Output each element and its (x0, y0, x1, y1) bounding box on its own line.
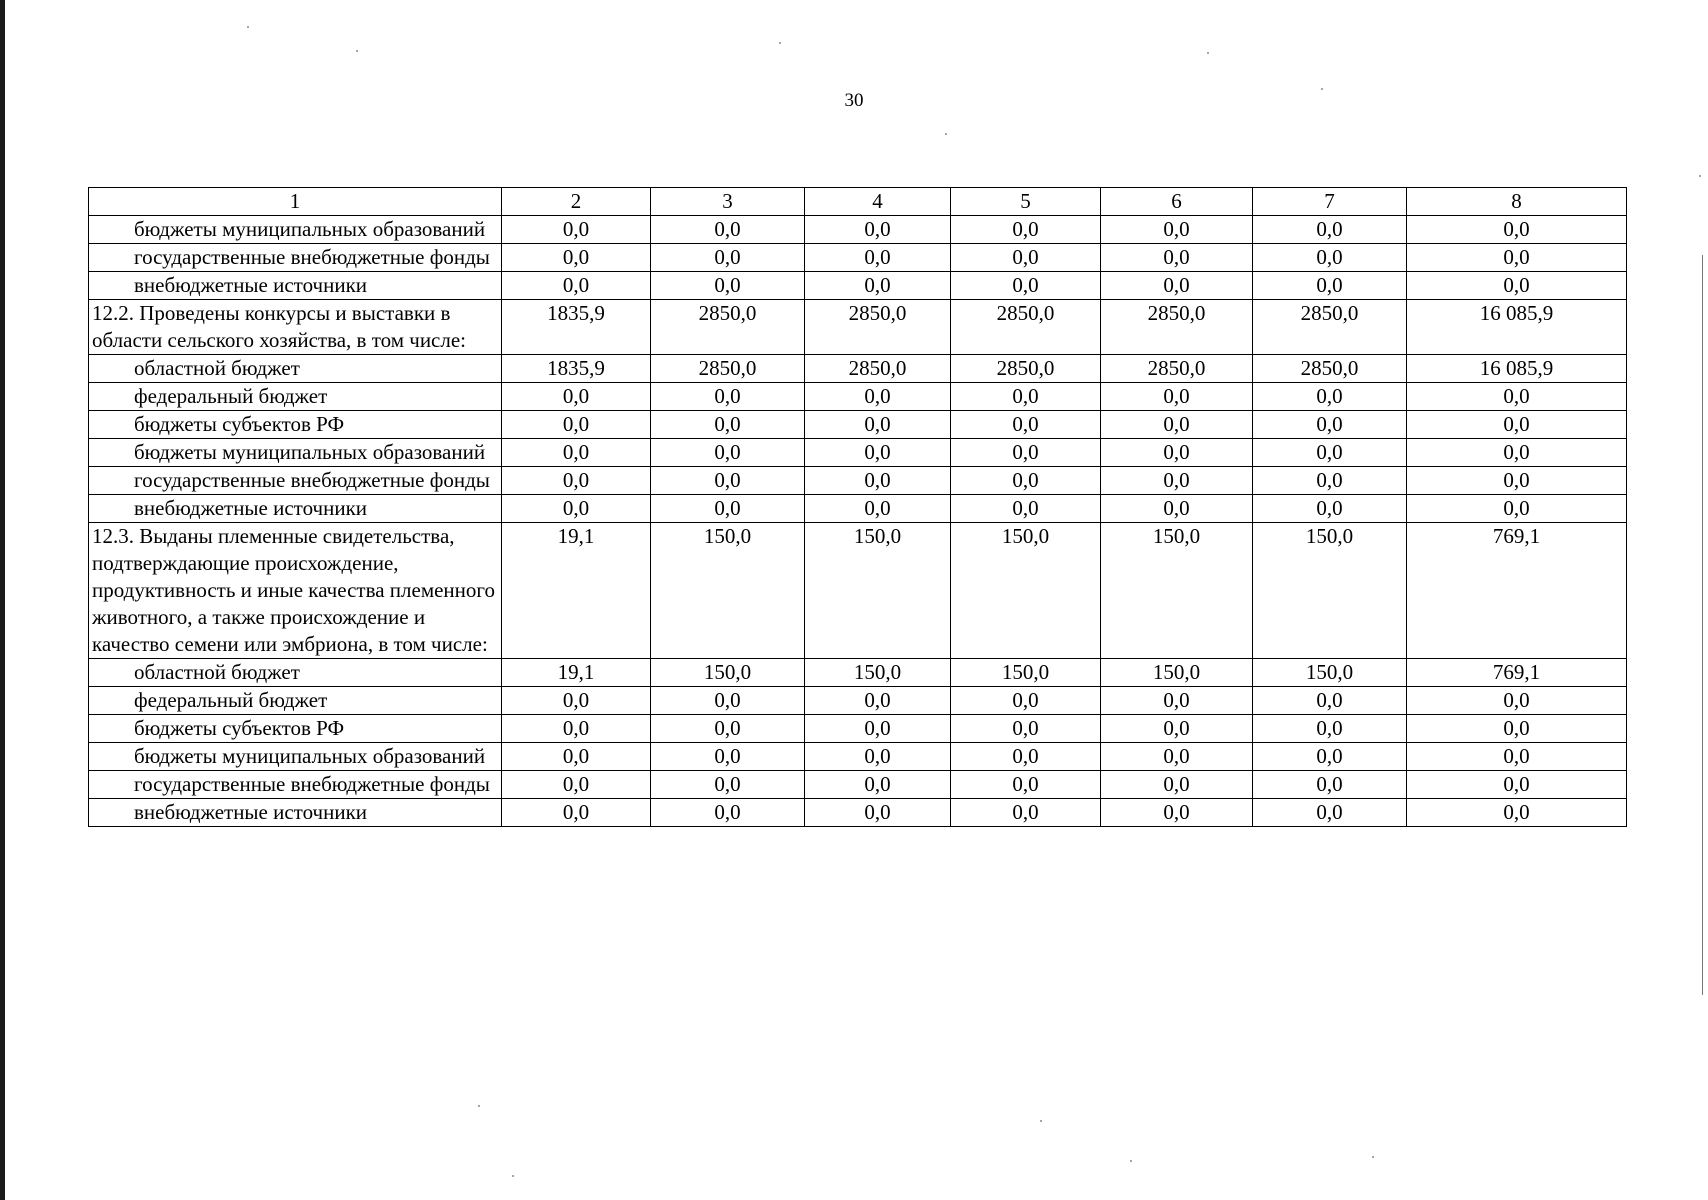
table-row (89, 687, 1627, 715)
table-row (89, 495, 1627, 523)
scan-speck (512, 1175, 514, 1177)
cell-value: 0,0 (1101, 439, 1253, 467)
cell-value: 0,0 (1407, 244, 1627, 272)
cell-value: 2850,0 (651, 355, 805, 383)
header-row (89, 188, 1627, 216)
cell-value: 2850,0 (1253, 300, 1407, 355)
table-row (89, 467, 1627, 495)
cell-value: 0,0 (1101, 216, 1253, 244)
cell-value: 0,0 (651, 216, 805, 244)
cell-value: 150,0 (951, 523, 1101, 659)
cell-value: 0,0 (1407, 715, 1627, 743)
cell-value: 0,0 (951, 272, 1101, 300)
cell-value: 1835,9 (502, 300, 651, 355)
cell-value: 0,0 (951, 799, 1101, 827)
cell-value: 0,0 (951, 244, 1101, 272)
cell-value: 0,0 (951, 687, 1101, 715)
cell-value: 0,0 (805, 216, 951, 244)
cell-value: 2850,0 (805, 355, 951, 383)
cell-value: 0,0 (805, 771, 951, 799)
cell-value: 0,0 (805, 743, 951, 771)
scan-speck (356, 50, 358, 52)
cell-value: 0,0 (502, 439, 651, 467)
row-label: бюджеты муниципальных образований (89, 216, 502, 244)
cell-value: 0,0 (1407, 467, 1627, 495)
scan-left-edge (0, 0, 5, 1200)
cell-value: 150,0 (651, 659, 805, 687)
cell-value: 0,0 (1407, 495, 1627, 523)
cell-value: 0,0 (1253, 771, 1407, 799)
scan-speck (1699, 175, 1701, 177)
cell-value: 0,0 (1253, 216, 1407, 244)
cell-value: 0,0 (502, 495, 651, 523)
column-header: 3 (651, 188, 805, 216)
cell-value: 0,0 (1101, 495, 1253, 523)
row-label: федеральный бюджет (89, 383, 502, 411)
cell-value: 0,0 (651, 439, 805, 467)
budget-table (88, 187, 1627, 827)
cell-value: 2850,0 (1101, 355, 1253, 383)
cell-value: 0,0 (1407, 439, 1627, 467)
table-row (89, 799, 1627, 827)
table-row (89, 743, 1627, 771)
cell-value: 2850,0 (805, 300, 951, 355)
cell-value: 0,0 (805, 439, 951, 467)
cell-value: 0,0 (651, 687, 805, 715)
table-row (89, 216, 1627, 244)
cell-value: 0,0 (502, 411, 651, 439)
page-number: 30 (844, 90, 864, 111)
cell-value: 0,0 (651, 272, 805, 300)
cell-value: 0,0 (502, 383, 651, 411)
cell-value: 0,0 (502, 272, 651, 300)
row-label: внебюджетные источники (89, 272, 502, 300)
row-label: государственные внебюджетные фонды (89, 244, 502, 272)
cell-value: 0,0 (1101, 244, 1253, 272)
cell-value: 0,0 (951, 467, 1101, 495)
cell-value: 0,0 (1407, 216, 1627, 244)
cell-value: 0,0 (651, 495, 805, 523)
cell-value: 0,0 (1253, 495, 1407, 523)
cell-value: 16 085,9 (1407, 300, 1627, 355)
row-label: областной бюджет (89, 355, 502, 383)
row-label: государственные внебюджетные фонды (89, 771, 502, 799)
row-label: федеральный бюджет (89, 687, 502, 715)
cell-value: 0,0 (1101, 272, 1253, 300)
cell-value: 19,1 (502, 659, 651, 687)
cell-value: 0,0 (805, 799, 951, 827)
column-header: 2 (502, 188, 651, 216)
cell-value: 0,0 (1253, 244, 1407, 272)
scan-speck (478, 1105, 480, 1107)
cell-value: 0,0 (1407, 272, 1627, 300)
row-label: 12.3. Выданы племенные свидетельства, подтверждающие происхождение, продуктивность и иные качества племенного животного, а также происхождение и качество семени или эмбриона, в том числе: (89, 523, 502, 659)
cell-value: 0,0 (805, 687, 951, 715)
scan-speck (247, 26, 249, 28)
cell-value: 769,1 (1407, 659, 1627, 687)
scan-speck (1207, 52, 1209, 54)
cell-value: 0,0 (651, 467, 805, 495)
cell-value: 0,0 (951, 771, 1101, 799)
cell-value: 0,0 (951, 439, 1101, 467)
cell-value: 2850,0 (951, 355, 1101, 383)
cell-value: 0,0 (502, 216, 651, 244)
cell-value: 0,0 (1101, 715, 1253, 743)
cell-value: 0,0 (502, 799, 651, 827)
table-row (89, 439, 1627, 467)
row-label: областной бюджет (89, 659, 502, 687)
cell-value: 0,0 (1101, 743, 1253, 771)
table-row (89, 383, 1627, 411)
cell-value: 0,0 (1253, 383, 1407, 411)
row-label: внебюджетные источники (89, 495, 502, 523)
row-label: бюджеты субъектов РФ (89, 715, 502, 743)
cell-value: 0,0 (1101, 411, 1253, 439)
cell-value: 0,0 (1253, 743, 1407, 771)
scan-speck (945, 133, 947, 135)
cell-value: 769,1 (1407, 523, 1627, 659)
cell-value: 0,0 (805, 272, 951, 300)
row-label: бюджеты муниципальных образований (89, 439, 502, 467)
cell-value: 0,0 (502, 687, 651, 715)
row-label: бюджеты муниципальных образований (89, 743, 502, 771)
cell-value: 0,0 (1101, 383, 1253, 411)
table-row (89, 411, 1627, 439)
cell-value: 0,0 (805, 495, 951, 523)
cell-value: 0,0 (502, 467, 651, 495)
cell-value: 0,0 (805, 411, 951, 439)
cell-value: 0,0 (1407, 411, 1627, 439)
table-row (89, 244, 1627, 272)
cell-value: 2850,0 (651, 300, 805, 355)
row-label: бюджеты субъектов РФ (89, 411, 502, 439)
cell-value: 0,0 (502, 715, 651, 743)
column-header: 8 (1407, 188, 1627, 216)
cell-value: 0,0 (651, 771, 805, 799)
table-row (89, 272, 1627, 300)
cell-value: 0,0 (502, 771, 651, 799)
table-body (89, 216, 1627, 827)
cell-value: 2850,0 (951, 300, 1101, 355)
table-row (89, 659, 1627, 687)
column-header: 7 (1253, 188, 1407, 216)
column-header: 5 (951, 188, 1101, 216)
cell-value: 150,0 (1101, 523, 1253, 659)
row-label: внебюджетные источники (89, 799, 502, 827)
cell-value: 0,0 (951, 411, 1101, 439)
table-row (89, 523, 1627, 659)
cell-value: 0,0 (651, 411, 805, 439)
table-row (89, 300, 1627, 355)
cell-value: 0,0 (805, 715, 951, 743)
cell-value: 0,0 (1101, 687, 1253, 715)
cell-value: 0,0 (1253, 715, 1407, 743)
cell-value: 150,0 (805, 523, 951, 659)
cell-value: 0,0 (1253, 411, 1407, 439)
cell-value: 0,0 (951, 383, 1101, 411)
cell-value: 0,0 (1101, 799, 1253, 827)
scan-speck (1040, 1120, 1042, 1122)
cell-value: 0,0 (1253, 687, 1407, 715)
scan-speck (1372, 1156, 1374, 1158)
cell-value: 0,0 (1253, 272, 1407, 300)
table-row (89, 771, 1627, 799)
cell-value: 0,0 (1253, 439, 1407, 467)
cell-value: 0,0 (1253, 799, 1407, 827)
cell-value: 0,0 (651, 383, 805, 411)
column-header: 6 (1101, 188, 1253, 216)
row-label: 12.2. Проведены конкурсы и выставки в области сельского хозяйства, в том числе: (89, 300, 502, 355)
cell-value: 0,0 (651, 799, 805, 827)
cell-value: 1835,9 (502, 355, 651, 383)
cell-value: 150,0 (651, 523, 805, 659)
cell-value: 150,0 (805, 659, 951, 687)
scan-speck (1130, 1160, 1132, 1162)
cell-value: 0,0 (1101, 467, 1253, 495)
cell-value: 0,0 (1407, 383, 1627, 411)
cell-value: 150,0 (1253, 523, 1407, 659)
cell-value: 0,0 (1407, 799, 1627, 827)
cell-value: 0,0 (1407, 687, 1627, 715)
cell-value: 150,0 (1101, 659, 1253, 687)
cell-value: 16 085,9 (1407, 355, 1627, 383)
cell-value: 0,0 (1407, 743, 1627, 771)
column-header: 1 (89, 188, 502, 216)
cell-value: 0,0 (951, 216, 1101, 244)
cell-value: 2850,0 (1253, 355, 1407, 383)
cell-value: 0,0 (651, 743, 805, 771)
cell-value: 150,0 (951, 659, 1101, 687)
scan-speck (779, 42, 781, 44)
cell-value: 0,0 (951, 495, 1101, 523)
table-row (89, 355, 1627, 383)
cell-value: 0,0 (805, 383, 951, 411)
table-row (89, 715, 1627, 743)
cell-value: 0,0 (1253, 467, 1407, 495)
scan-right-edge (1702, 255, 1703, 995)
cell-value: 0,0 (502, 244, 651, 272)
cell-value: 0,0 (805, 244, 951, 272)
cell-value: 0,0 (651, 715, 805, 743)
cell-value: 0,0 (805, 467, 951, 495)
cell-value: 150,0 (1253, 659, 1407, 687)
cell-value: 0,0 (502, 743, 651, 771)
cell-value: 0,0 (651, 244, 805, 272)
row-label: государственные внебюджетные фонды (89, 467, 502, 495)
cell-value: 2850,0 (1101, 300, 1253, 355)
cell-value: 0,0 (951, 715, 1101, 743)
cell-value: 0,0 (1407, 771, 1627, 799)
cell-value: 0,0 (951, 743, 1101, 771)
cell-value: 0,0 (1101, 771, 1253, 799)
column-header: 4 (805, 188, 951, 216)
cell-value: 19,1 (502, 523, 651, 659)
